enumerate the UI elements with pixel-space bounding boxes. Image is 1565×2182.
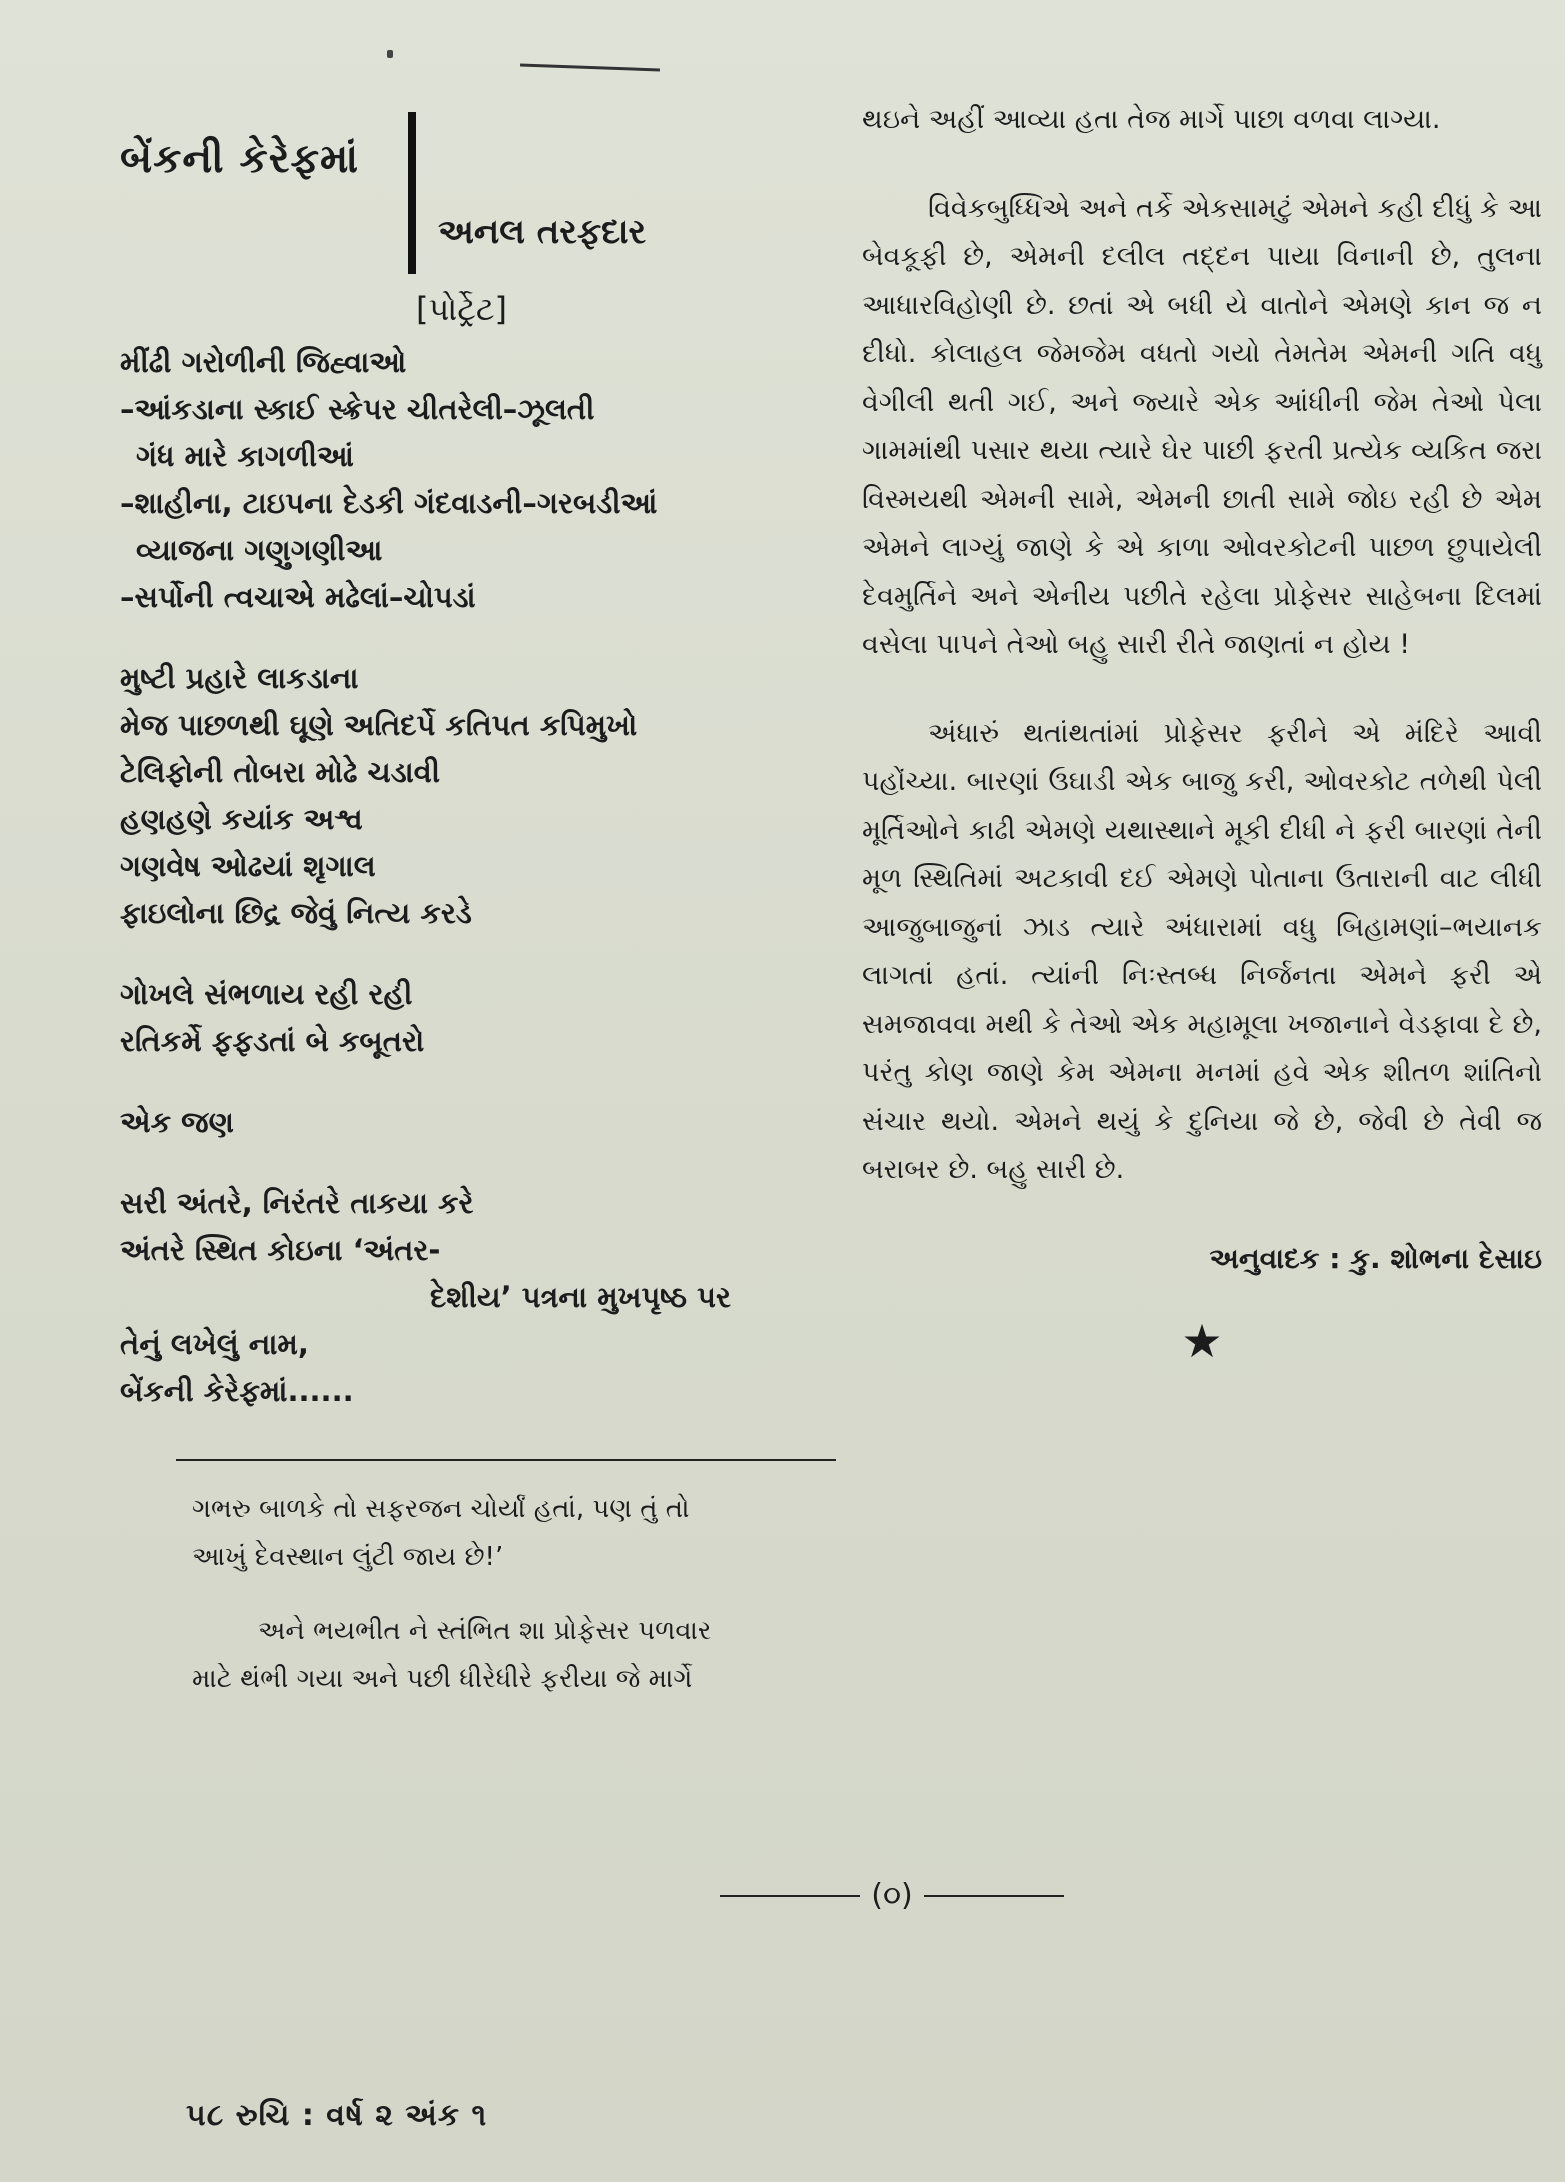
prose-paragraph: વિવેકબુધ્ધિએ અને તર્કે એકસામટું એમને કહી દીધું કે આ બેવકૂફી છે, એમની દલીલ તદ્દન પાયા વિનાની છે, તુલના આધારવિહોણી છે. છતાં એ બધી યે વાતોને એમણે કાન જ ન દીધો. કોલાહલ જેમજેમ વધતો ગયો તેમતેમ એમની ગતિ વધુ વેગીલી થતી ગઈ, અને જ્યારે એક આંધીની જેમ તેઓ પેલા ગામમાંથી પસાર થયા ત્યારે ઘેર પાછી ફરતી પ્રત્યેક વ્યકિત જરા વિસ્મયથી એમની સામે, એમની છાતી સામે જોઇ રહી છે એમ એમને લાગ્યું જાણે કે એ કાળા ઓવરકોટની પાછળ છુપાયેલી દેવમુર્તિને અને એનીય પછીતે રહેલા પ્રોફેસર સાહેબના દિલમાં વસેલા પાપને તેઓ બહુ સારી રીતે જાણતાં ન હોય ! [862, 192, 1542, 660]
poem-line: દેશીય’ પત્રના મુખપૃષ્ઠ પર [430, 1280, 731, 1314]
poem-line: ગોખલે સંભળાય રહી રહી [120, 977, 413, 1011]
page-footer: ૫૮ રુચિ : વર્ષ ૨ અંક ૧ [186, 2098, 488, 2133]
translator-credit: અનુવાદક : કુ. શોભના દેસાઇ [1209, 1241, 1542, 1275]
star-ornament: ★ [1181, 1314, 1223, 1368]
poem-line: –સર્પોની ત્વચાએ મઢેલાં–ચોપડાં [120, 580, 476, 614]
section-title: બેંકની કેરેફમાં [120, 136, 360, 182]
poem-line: સરી અંતરે, નિરંતરે તાકયા કરે [120, 1186, 474, 1220]
prose-line: અને ભયભીત ને સ્તંભિત શા પ્રોફેસર પળવાર [258, 1616, 712, 1646]
left-column [120, 100, 850, 1703]
poem-line: –શાહીના, ટાઇપના દેડકી ગંદવાડની–ગરબડીઆં [120, 486, 658, 520]
page-number-block [712, 1878, 1072, 1913]
prose-paragraph: થઇને અહીં આવ્યા હતા તેજ માર્ગે પાછા વળવા લાગ્યા. [862, 104, 1441, 135]
right-column [862, 96, 1542, 1366]
poem-line: મુષ્ટી પ્રહારે લાકડાના [120, 661, 359, 695]
section-divider [176, 1459, 836, 1461]
poem-stanza [120, 971, 850, 1065]
poem-line: વ્યાજના ગણુગણીઆ [136, 533, 383, 567]
page-number-rule-right [924, 1895, 1064, 1897]
page-number: (૦) [871, 1878, 913, 1913]
page-number-rule-left [720, 1895, 860, 1897]
poem-line: ટેલિફોની તોબરા મોઢે ચડાવી [120, 755, 441, 789]
poem-line: –આંકડાના સ્કાઈ સ્ક્રેપર ચીતરેલી–ઝૂલતી [120, 392, 595, 426]
prose-line: આખું દેવસ્થાન લુંટી જાય છે!’ [192, 1542, 504, 1572]
poem-stanza [120, 1099, 850, 1146]
poem-stanza [120, 1180, 850, 1415]
title-block [120, 100, 850, 290]
left-prose [192, 1485, 852, 1703]
prose-paragraph: અંધારું થતાંથતાંમાં પ્રોફેસર ફરીને એ મંદિરે આવી પહોંચ્યા. બારણાં ઉઘાડી એક બાજુ કરી, ઓવરકોટ તળેથી પેલી મૂર્તિઓને કાઢી એમણે યથાસ્થાને મૂકી દીધી ને ફરી બારણાં તેની મૂળ સ્થિતિમાં અટકાવી દઈ એમણે પોતાના ઉતારાની વાટ લીધી આજુબાજુનાં ઝાડ ત્યારે અંધારામાં વધુ બિહામણાં–ભયાનક લાગતાં હતાં. ત્યાંની નિઃસ્તબ્ધ નિર્જનતા એમને ફરી એ સમજાવવા મથી કે તેઓ એક મહામૂલા ખજાનાને વેડફાવા દે છે, પરંતુ કોણ જાણે કેમ એમના મનમાં હવે એક શીતળ શાંતિનો સંચાર થયો. એમને થયું કે દુનિયા જે છે, જેવી છે તેવી જ બરાબર છે. બહુ સારી છે. [862, 717, 1542, 1185]
poem-stanza [120, 655, 850, 937]
poem-line: એક જણ [120, 1105, 234, 1139]
ink-mark [387, 50, 393, 58]
ink-stroke [520, 64, 660, 72]
poem-line: હણહણે કયાંક અશ્વ [120, 802, 363, 836]
poem-line: ગંધ મારે કાગળીઆં [136, 439, 354, 473]
poem-line: અંતરે સ્થિત કોઇના ‘અંતર- [120, 1233, 441, 1267]
poem-line: મીંઢી ગરોળીની જિહ્વાઓ [120, 345, 407, 379]
poem-stanza [120, 339, 850, 621]
poem-line: ગણવેષ ઓઢયાં શૃગાલ [120, 849, 376, 883]
poem-subtitle: [પોર્ટ્રેટ] [416, 290, 507, 328]
poem-line: મેજ પાછળથી ઘૂણે અતિદર્પે કતિપત કપિમુખો [120, 708, 638, 742]
prose-line: માટે થંભી ગયા અને પછી ધીરેધીરે ફરીયા જે માર્ગે [192, 1664, 693, 1694]
poem-line: તેનું લખેલું નામ, [120, 1327, 309, 1361]
poem-line: ફાઇલોના છિદ્ર જેવું નિત્ય કરડે [120, 896, 472, 930]
poem-line: રતિકર્મે ફફડતાં બે કબૂતરો [120, 1024, 425, 1058]
prose-line: ગભરુ બાળકે તો સફરજન ચોર્યાં હતાં, પણ તું તો [192, 1494, 690, 1524]
poem-line: બેંકની કેરેફમાં...... [120, 1374, 354, 1408]
author-name: અનલ તરફદાર [438, 212, 647, 252]
title-divider [408, 112, 416, 274]
poem [120, 339, 850, 1415]
